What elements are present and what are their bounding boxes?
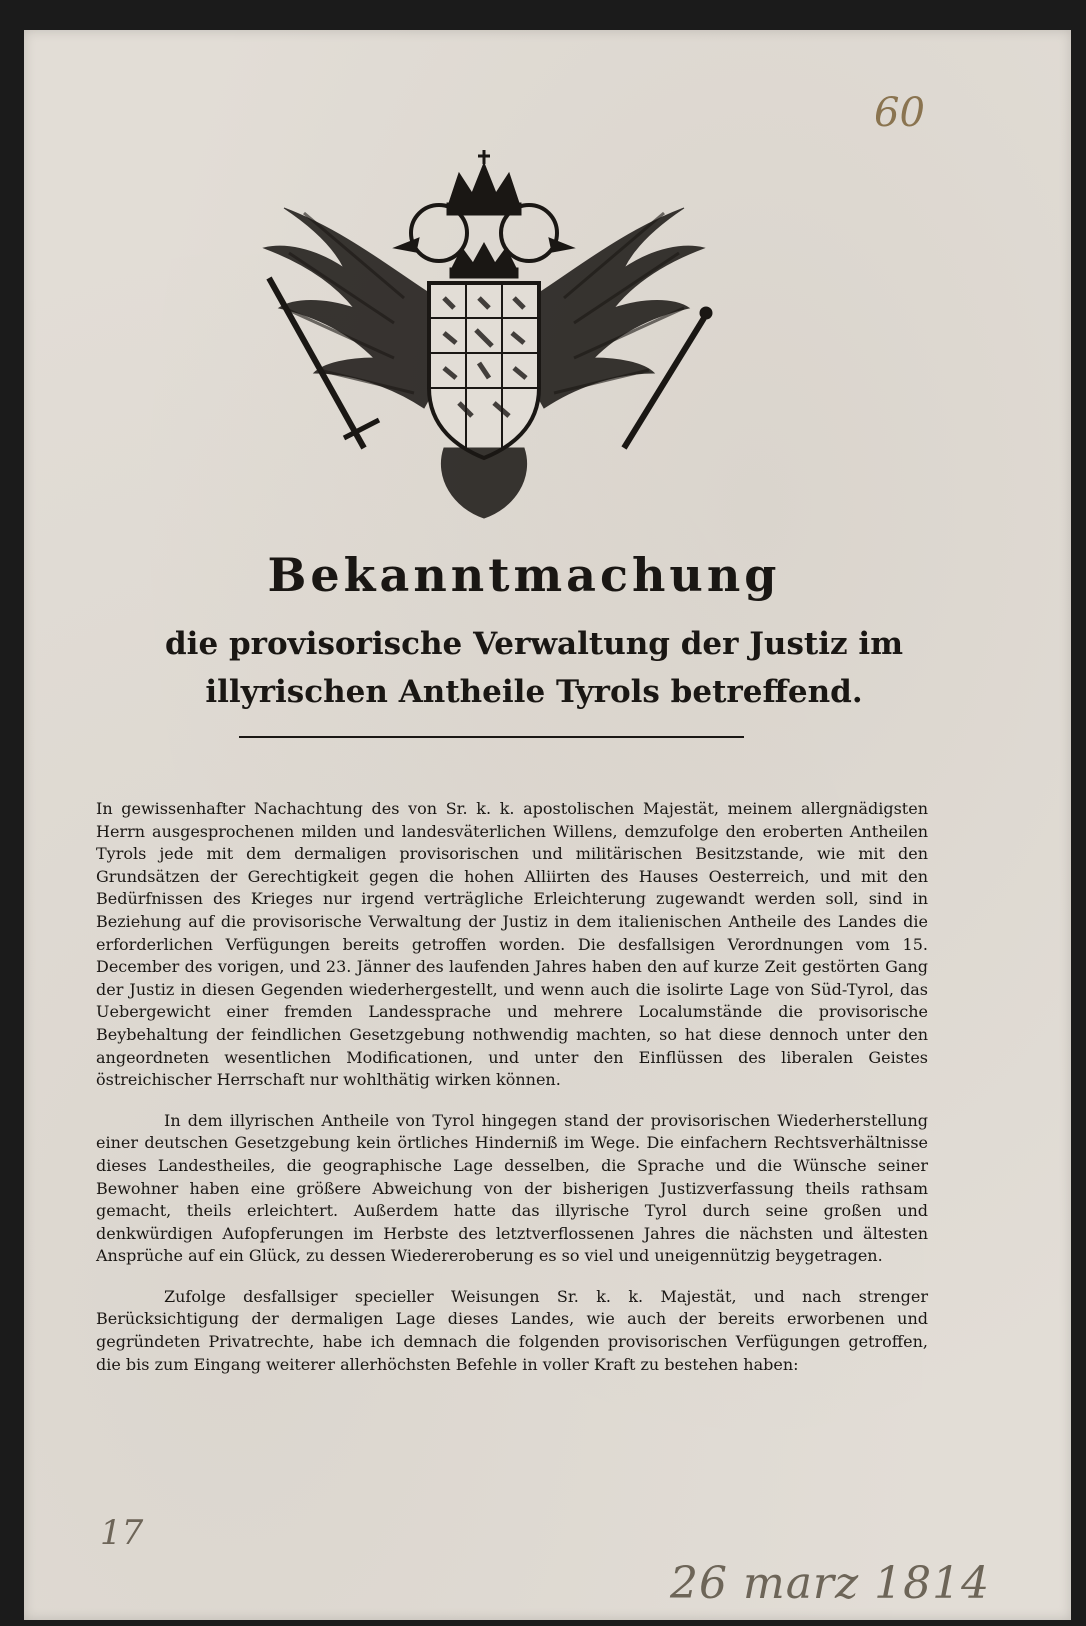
document-title: Bekanntmachung bbox=[267, 548, 781, 602]
folio-number: 60 bbox=[874, 90, 925, 136]
document-body bbox=[96, 798, 928, 1394]
title-divider bbox=[239, 736, 744, 738]
document-subtitle: die provisorische Verwaltung der Justiz im illyrischen Antheile Tyrols betreffend. bbox=[165, 626, 903, 710]
paragraph-2: In dem illyrischen Antheile von Tyrol hingegen stand der provisorischen Wiederherstellung einer deutschen Gesetzgebung kein örtliches Hinderniß im Wege. Die einfachern Rechtsverhältnisse dieses Landestheiles, die geographische Lage desselben, die Sprache und die Wünsche seiner Bewohner haben eine größere Abweichung von der bisherigen Justizverfassung theils rathsam gemacht, theils erleichtert. Außerdem hatte das illyrische Tyrol durch seine großen und denkwürdigen Aufopferungen im Herbste des letztverflossenen Jahres die nächsten und ältesten Ansprüche auf ein Glück, zu dessen Wiedereroberung es so viel und uneigennützig beygetragen. bbox=[96, 1110, 928, 1266]
double-headed-eagle-emblem bbox=[244, 148, 724, 538]
paragraph-1: In gewissenhafter Nachachtung des von Sr. k. k. apostolischen Majestät, meinem allergnädigsten Herrn ausgesprochenen milden und landesväterlichen Willens, demzufolge den eroberten Antheilen Tyrols jede mit dem dermaligen provisorischen und militärischen Besitzstande, wie mit den Grundsätzen der Gerechtigkeit gegen die hohen Alliirten des Hauses Oesterreich, und mit den Bedürfnissen des Krieges nur irgend verträgliche Erleichterung zugewandt werden soll, sind in Beziehung auf die provisorische Verwaltung der Justiz in dem italienischen Antheile des Landes die erforderlichen Verfügungen bereits getroffen worden. Die desfallsigen Verordnungen vom 15. December des vorigen, und 23. Jänner des laufenden Jahres haben den auf kurze Zeit gestörten Gang der Justiz in diesen Gegenden wiederhergestellt, und wenn auch die isolirte Lage von Süd-Tyrol, das Uebergewicht einer fremden Landessprache und mehrere Localumstände die provisorische Beybehaltung der feindlichen Gesetzgebung nothwendig machten, so hat diese dennoch unter den angeordneten wesentlichen Modificationen, und unter den Einflüssen des liberalen Geistes östreichischer Herrschaft nur wohlthätig wirken können. bbox=[96, 799, 928, 1090]
document-page bbox=[24, 30, 1071, 1620]
margin-mark: 17 bbox=[100, 1513, 144, 1553]
paragraph-3: Zufolge desfallsiger specieller Weisungen Sr. k. k. Majestät, und nach strenger Berücksichtigung der dermaligen Lage dieses Landes, wie auch der bereits erworbenen und gegründeten Privatrechte, habe ich demnach die folgenden provisorischen Verfügungen getroffen, die bis zum Eingang weiterer allerhöchsten Befehle in voller Kraft zu bestehen haben: bbox=[96, 1286, 928, 1374]
handwritten-date: 26 marz 1814 bbox=[670, 1558, 991, 1609]
